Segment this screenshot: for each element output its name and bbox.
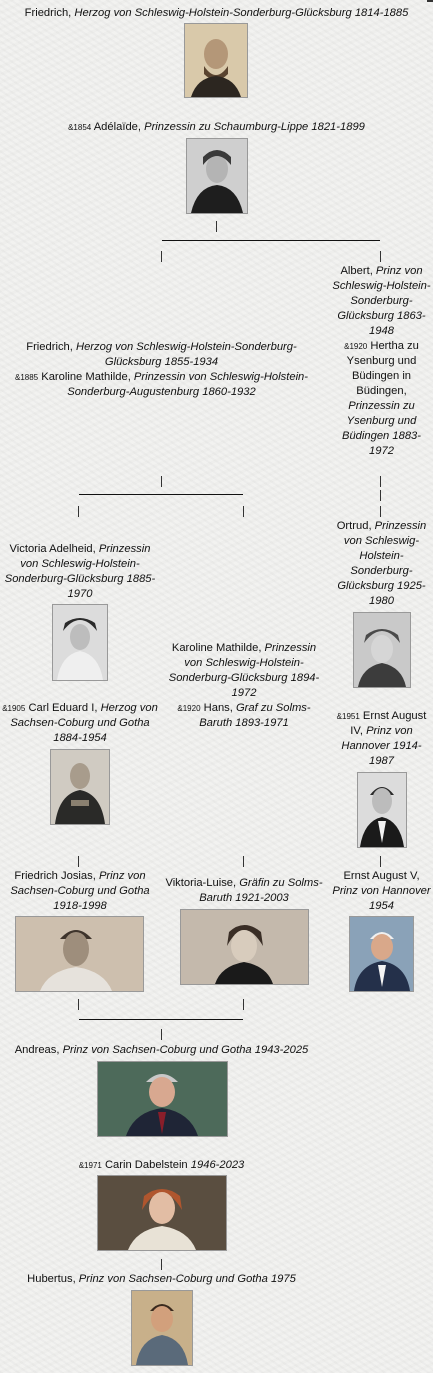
person-name: Andreas [14, 1044, 57, 1056]
marriage-year: &1854 [68, 123, 92, 132]
connector [161, 476, 162, 487]
connector [380, 856, 381, 867]
person-title: Prinzessin von Schleswig-Holstein-Sonderburg-Glücksburg [168, 642, 317, 684]
person-years: 1894-1972 [231, 672, 320, 699]
person-name: Hans [203, 702, 230, 714]
person-name: Albert [340, 265, 370, 277]
person-title: Prinzessin von Schleswig-Holstein-Sonderburg-Glücksburg [4, 543, 151, 585]
person-name: Viktoria-Luise [165, 877, 234, 889]
person-name: Karoline Mathilde [171, 642, 259, 654]
person-ortrud[interactable]: Ortrud, Prinzessin von Schleswig-Holstein-Sonderburg-Glücksburg 1925-1980 [336, 520, 427, 607]
person-title: Prinz von Sachsen-Coburg und Gotha [78, 1273, 268, 1285]
person-name: Ortrud [336, 520, 369, 532]
connector [243, 506, 244, 517]
person-years: 1884-1954 [53, 732, 107, 744]
connector [161, 1029, 162, 1040]
person-ernst-august-v[interactable]: Ernst August V, Prinz von Hannover 1954 [332, 870, 431, 912]
person-title: Graf zu Solms-Baruth [199, 702, 311, 729]
connector [380, 506, 381, 517]
connector [79, 1019, 243, 1020]
marriage-year: &1971 [78, 1161, 102, 1170]
portrait-photo [50, 749, 110, 825]
portrait-photo [15, 916, 144, 992]
marriage-year: &1885 [14, 373, 39, 382]
person-name: Carin Dabelstein [104, 1159, 188, 1171]
person-title: Prinzessin von Schleswig-Holstein-Sonderburg-Glücksburg [337, 520, 427, 592]
person-years: 1885-1970 [67, 573, 156, 600]
connector [162, 240, 380, 241]
portrait-photo [97, 1175, 227, 1251]
person-title: Prinz von Sachsen-Coburg und Gotha [10, 870, 150, 897]
person-title: Prinz von Hannover [341, 725, 413, 752]
marriage-year: &1951 [336, 712, 360, 721]
person-name: Victoria Adelheid [9, 543, 93, 555]
portrait-photo [131, 1290, 193, 1366]
person-andreas[interactable]: Andreas, Prinz von Sachsen-Coburg und Gotha 1943-2025 [14, 1044, 309, 1056]
person-carin-dabelstein[interactable] [0, 1158, 323, 1173]
person-title: Prinzessin zu Schaumburg-Lippe [144, 121, 309, 133]
person-ernst-august-iv[interactable]: &1951 Ernst August IV, Prinz von Hannover 1914-1987 [336, 710, 427, 767]
person-name: Friedrich [26, 341, 70, 353]
connector [78, 856, 79, 867]
person-title: Prinz von Sachsen-Coburg und Gotha [62, 1044, 252, 1056]
person-years: 1918-1998 [53, 900, 107, 912]
person-adelaide[interactable]: &1854 Adélaïde, Prinzessin zu Schaumburg-Lippe 1821-1899 [68, 121, 365, 133]
person-name: Karoline Mathilde [41, 371, 128, 383]
portrait-photo [184, 23, 248, 98]
person-viktoria-luise[interactable]: Viktoria-Luise, Gräfin zu Solms-Baruth 1921-2003 [165, 877, 323, 904]
portrait-photo [357, 772, 407, 848]
person-friedrich-1814[interactable]: Friedrich, Herzog von Schleswig-Holstein-Sonderburg-Glücksburg 1814-1885 [24, 7, 409, 19]
person-title: Herzog von Schleswig-Holstein-Sonderburg-Glücksburg [74, 7, 352, 19]
person-title: Gräfin zu Solms-Baruth [199, 877, 323, 904]
connector [243, 999, 244, 1010]
corner-mark [427, 0, 433, 2]
connector [243, 856, 244, 867]
portrait-photo [52, 604, 108, 681]
person-years: 1814-1885 [354, 7, 409, 19]
person-years: 1954 [369, 900, 394, 912]
person-title: Prinzessin zu Ysenburg und Büdingen [341, 400, 417, 442]
person-hubertus[interactable]: Hubertus, Prinz von Sachsen-Coburg und Gotha 1975 [27, 1273, 296, 1285]
portrait-photo [180, 909, 309, 985]
connector [216, 221, 217, 232]
connector [380, 490, 381, 501]
connector [380, 251, 381, 262]
person-title: Herzog von Sachsen-Coburg und Gotha [10, 702, 158, 729]
person-years: 1821-1899 [311, 121, 365, 133]
person-albert[interactable]: Albert, Prinz von Schleswig-Holstein-Sonderburg-Glücksburg 1863-1948 &1920 Hertha zu Ysenburg und Büdingen in Büdingen, Prinzessin zu Ysenburg und Büdingen 1883-1972 [332, 265, 431, 457]
person-carl-eduard[interactable]: &1905 Carl Eduard I, Herzog von Sachsen-Coburg und Gotha 1884-1954 [2, 702, 158, 744]
marriage-year: &1920 [344, 342, 368, 351]
person-years: 1893-1971 [235, 717, 289, 729]
portrait-photo [353, 612, 411, 688]
person-years: 1863-1948 [369, 310, 426, 337]
person-karoline-mathilde-1894[interactable]: Karoline Mathilde, Prinzessin von Schleswig-Holstein-Sonderburg-Glücksburg 1894-1972 &1920 Hans, Graf zu Solms-Baruth 1893-1971 [168, 642, 320, 729]
portrait-photo [97, 1061, 228, 1137]
connector [79, 494, 243, 495]
person-name: Ernst August IV [350, 710, 427, 737]
portrait-photo [186, 138, 248, 214]
person-name: Hertha zu Ysenburg und Büdingen in Büdingen [346, 340, 419, 397]
connector [78, 999, 79, 1010]
person-name: Ernst August V [343, 870, 417, 882]
person-victoria-adelheid[interactable]: Victoria Adelheid, Prinzessin von Schleswig-Holstein-Sonderburg-Glücksburg 1885-1970 [4, 543, 156, 600]
portrait-photo [349, 916, 414, 992]
connector [161, 251, 162, 262]
connector [78, 506, 79, 517]
person-title: Herzog von Schleswig-Holstein-Sonderburg-Glücksburg [75, 341, 297, 368]
person-name: Adélaïde [93, 121, 138, 133]
person-years: 1921-2003 [235, 892, 289, 904]
connector [380, 476, 381, 487]
person-years: 1914-1987 [369, 740, 422, 767]
person-name: Friedrich Josias [14, 870, 93, 882]
connector [161, 1259, 162, 1270]
person-years: 1883-1972 [369, 430, 421, 457]
person-years: 1975 [270, 1273, 296, 1285]
person-title: Prinz von Schleswig-Holstein-Sonderburg-Glücksburg [332, 265, 431, 322]
person-years: 1925-1980 [369, 580, 426, 607]
person-title: Prinz von Hannover [332, 885, 431, 897]
person-friedrich-josias[interactable]: Friedrich Josias, Prinz von Sachsen-Coburg und Gotha 1918-1998 [10, 870, 150, 912]
person-years: 1943-2025 [254, 1044, 309, 1056]
person-years: 1946-2023 [190, 1159, 245, 1171]
person-name: Friedrich [24, 7, 69, 19]
person-years: 1860-1932 [202, 386, 256, 398]
person-name: Hubertus [27, 1273, 73, 1285]
person-friedrich-1855[interactable]: Friedrich, Herzog von Schleswig-Holstein-Sonderburg-Glücksburg 1855-1934 &1885 Karoline Mathilde, Prinzessin von Schleswig-Holstein-Sonderburg-Augustenburg 1860-1932 [14, 341, 309, 398]
person-title: Prinzessin von Schleswig-Holstein-Sonderburg-Augustenburg [67, 371, 309, 398]
marriage-year: &1905 [2, 704, 26, 713]
person-years: 1855-1934 [164, 356, 219, 368]
marriage-year: &1920 [177, 704, 201, 713]
person-name: Carl Eduard I [28, 702, 95, 714]
